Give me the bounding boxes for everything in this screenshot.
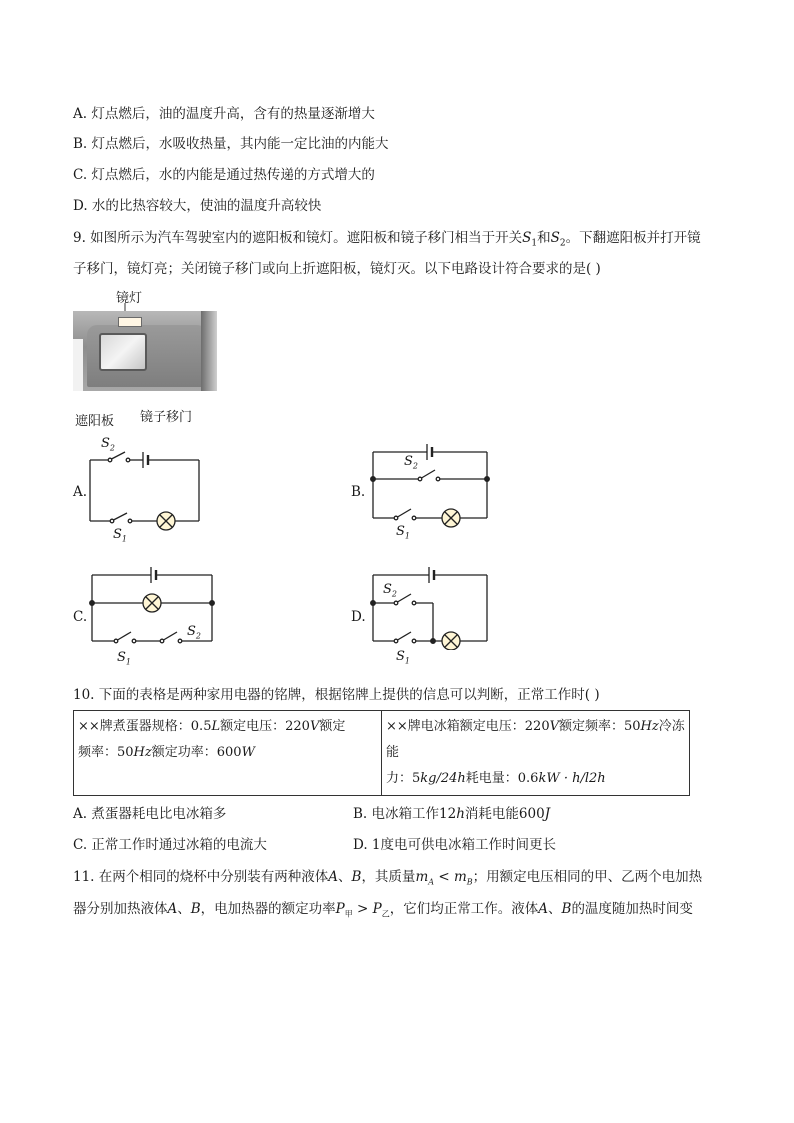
circuit-c-s2-label: $S_2$ (187, 624, 201, 641)
q9-and: 和 (537, 230, 551, 246)
q10-option-a: A. 煮蛋器耗电比电冰箱多 (73, 806, 227, 822)
q11-stem-line1: 11. 在两个相同的烧杯中分别装有两种液体A、B，其质量$m_A < m_B$；用额定电压相同的甲、乙两个电加热 (73, 869, 703, 887)
q9-stem-line2: 子移门，镜灯亮；关闭镜子移门或向上折遮阳板，镜灯灭。以下电路设计符合要求的是( ) (73, 261, 601, 277)
circuit-a-s2-label: $S_2$ (101, 436, 115, 453)
q8-option-a: A. 灯点燃后，油的温度升高，含有的热量逐渐增大 (73, 106, 375, 122)
q10-option-c: C. 正常工作时通过冰箱的电流大 (73, 837, 267, 853)
circuit-d-s2-label: $S_2$ (383, 582, 397, 599)
q9-stem-line1 (73, 229, 701, 253)
sun-visor-photo (73, 311, 217, 391)
circuit-c-letter: C. (73, 609, 88, 625)
circuit-c-diagram (85, 565, 220, 650)
q8-option-d: D. 水的比热容较大，使油的温度升高较快 (73, 198, 322, 214)
circuit-d-diagram (365, 565, 495, 650)
q9-s2-symbol: S (550, 230, 560, 246)
photo-label-mirror-door: 镜子移门 (140, 410, 193, 425)
circuit-d-s1-label: $S_1$ (396, 649, 410, 666)
q10-option-d: D. 1度电可供电冰箱工作时间更长 (353, 837, 557, 853)
photo-label-lamp: 镜灯 (116, 291, 143, 306)
circuit-b-s1-label: $S_1$ (396, 524, 410, 541)
q8-option-b: B. 灯点燃后，水吸收热量，其内能一定比油的内能大 (73, 136, 389, 152)
q10-nameplate-table (73, 710, 690, 796)
q9-stem-text: 9. 如图所示为汽车驾驶室内的遮阳板和镜灯。遮阳板和镜子移门相当于开关 (73, 230, 523, 246)
photo-window-edge (201, 311, 217, 391)
q9-s1-symbol: S (522, 230, 532, 246)
circuit-a-s1-label: $S_1$ (113, 527, 127, 544)
q11-stem-line2: 器分别加热液体A、B，电加热器的额定功率$P_甲 > P_乙$，它们均正常工作。液体A、B的温度随加热时间变 (73, 901, 693, 919)
q10-option-b: B. 电冰箱工作12h消耗电能600J (353, 806, 551, 822)
q10-stem: 10. 下面的表格是两种家用电器的铭牌，根据铭牌上提供的信息可以判断，正常工作时( ) (73, 687, 600, 703)
circuit-a-diagram (85, 440, 205, 532)
circuit-d-letter: D. (351, 609, 366, 625)
egg-cooker-spec-cell: ××牌煮蛋器规格：0.5L额定电压：220V额定 频率：50Hz额定功率：600W (74, 711, 382, 796)
q9-s1-subscript: 1 (531, 238, 538, 249)
q9-stem-text-end: 。下翻遮阳板并打开镜 (565, 230, 701, 246)
fridge-spec-cell: ××牌电冰箱额定电压：220V额定频率：50Hz冷冻能 力：5kg/24h耗电量：0.6kW · h/l2h (382, 711, 690, 796)
circuit-c-s1-label: $S_1$ (117, 650, 131, 667)
circuit-b-letter: B. (351, 484, 366, 500)
circuit-b-diagram (365, 440, 495, 532)
photo-label-visor: 遮阳板 (75, 414, 115, 429)
mirror-lamp-shape (118, 317, 142, 327)
circuit-a-letter: A. (73, 484, 88, 500)
mirror-shape (99, 333, 147, 371)
q8-option-c: C. 灯点燃后，水的内能是通过热传递的方式增大的 (73, 167, 375, 183)
photo-highlight (73, 339, 83, 391)
circuit-b-s2-label: $S_2$ (404, 454, 418, 471)
q9-s2-subscript: 2 (559, 238, 566, 249)
